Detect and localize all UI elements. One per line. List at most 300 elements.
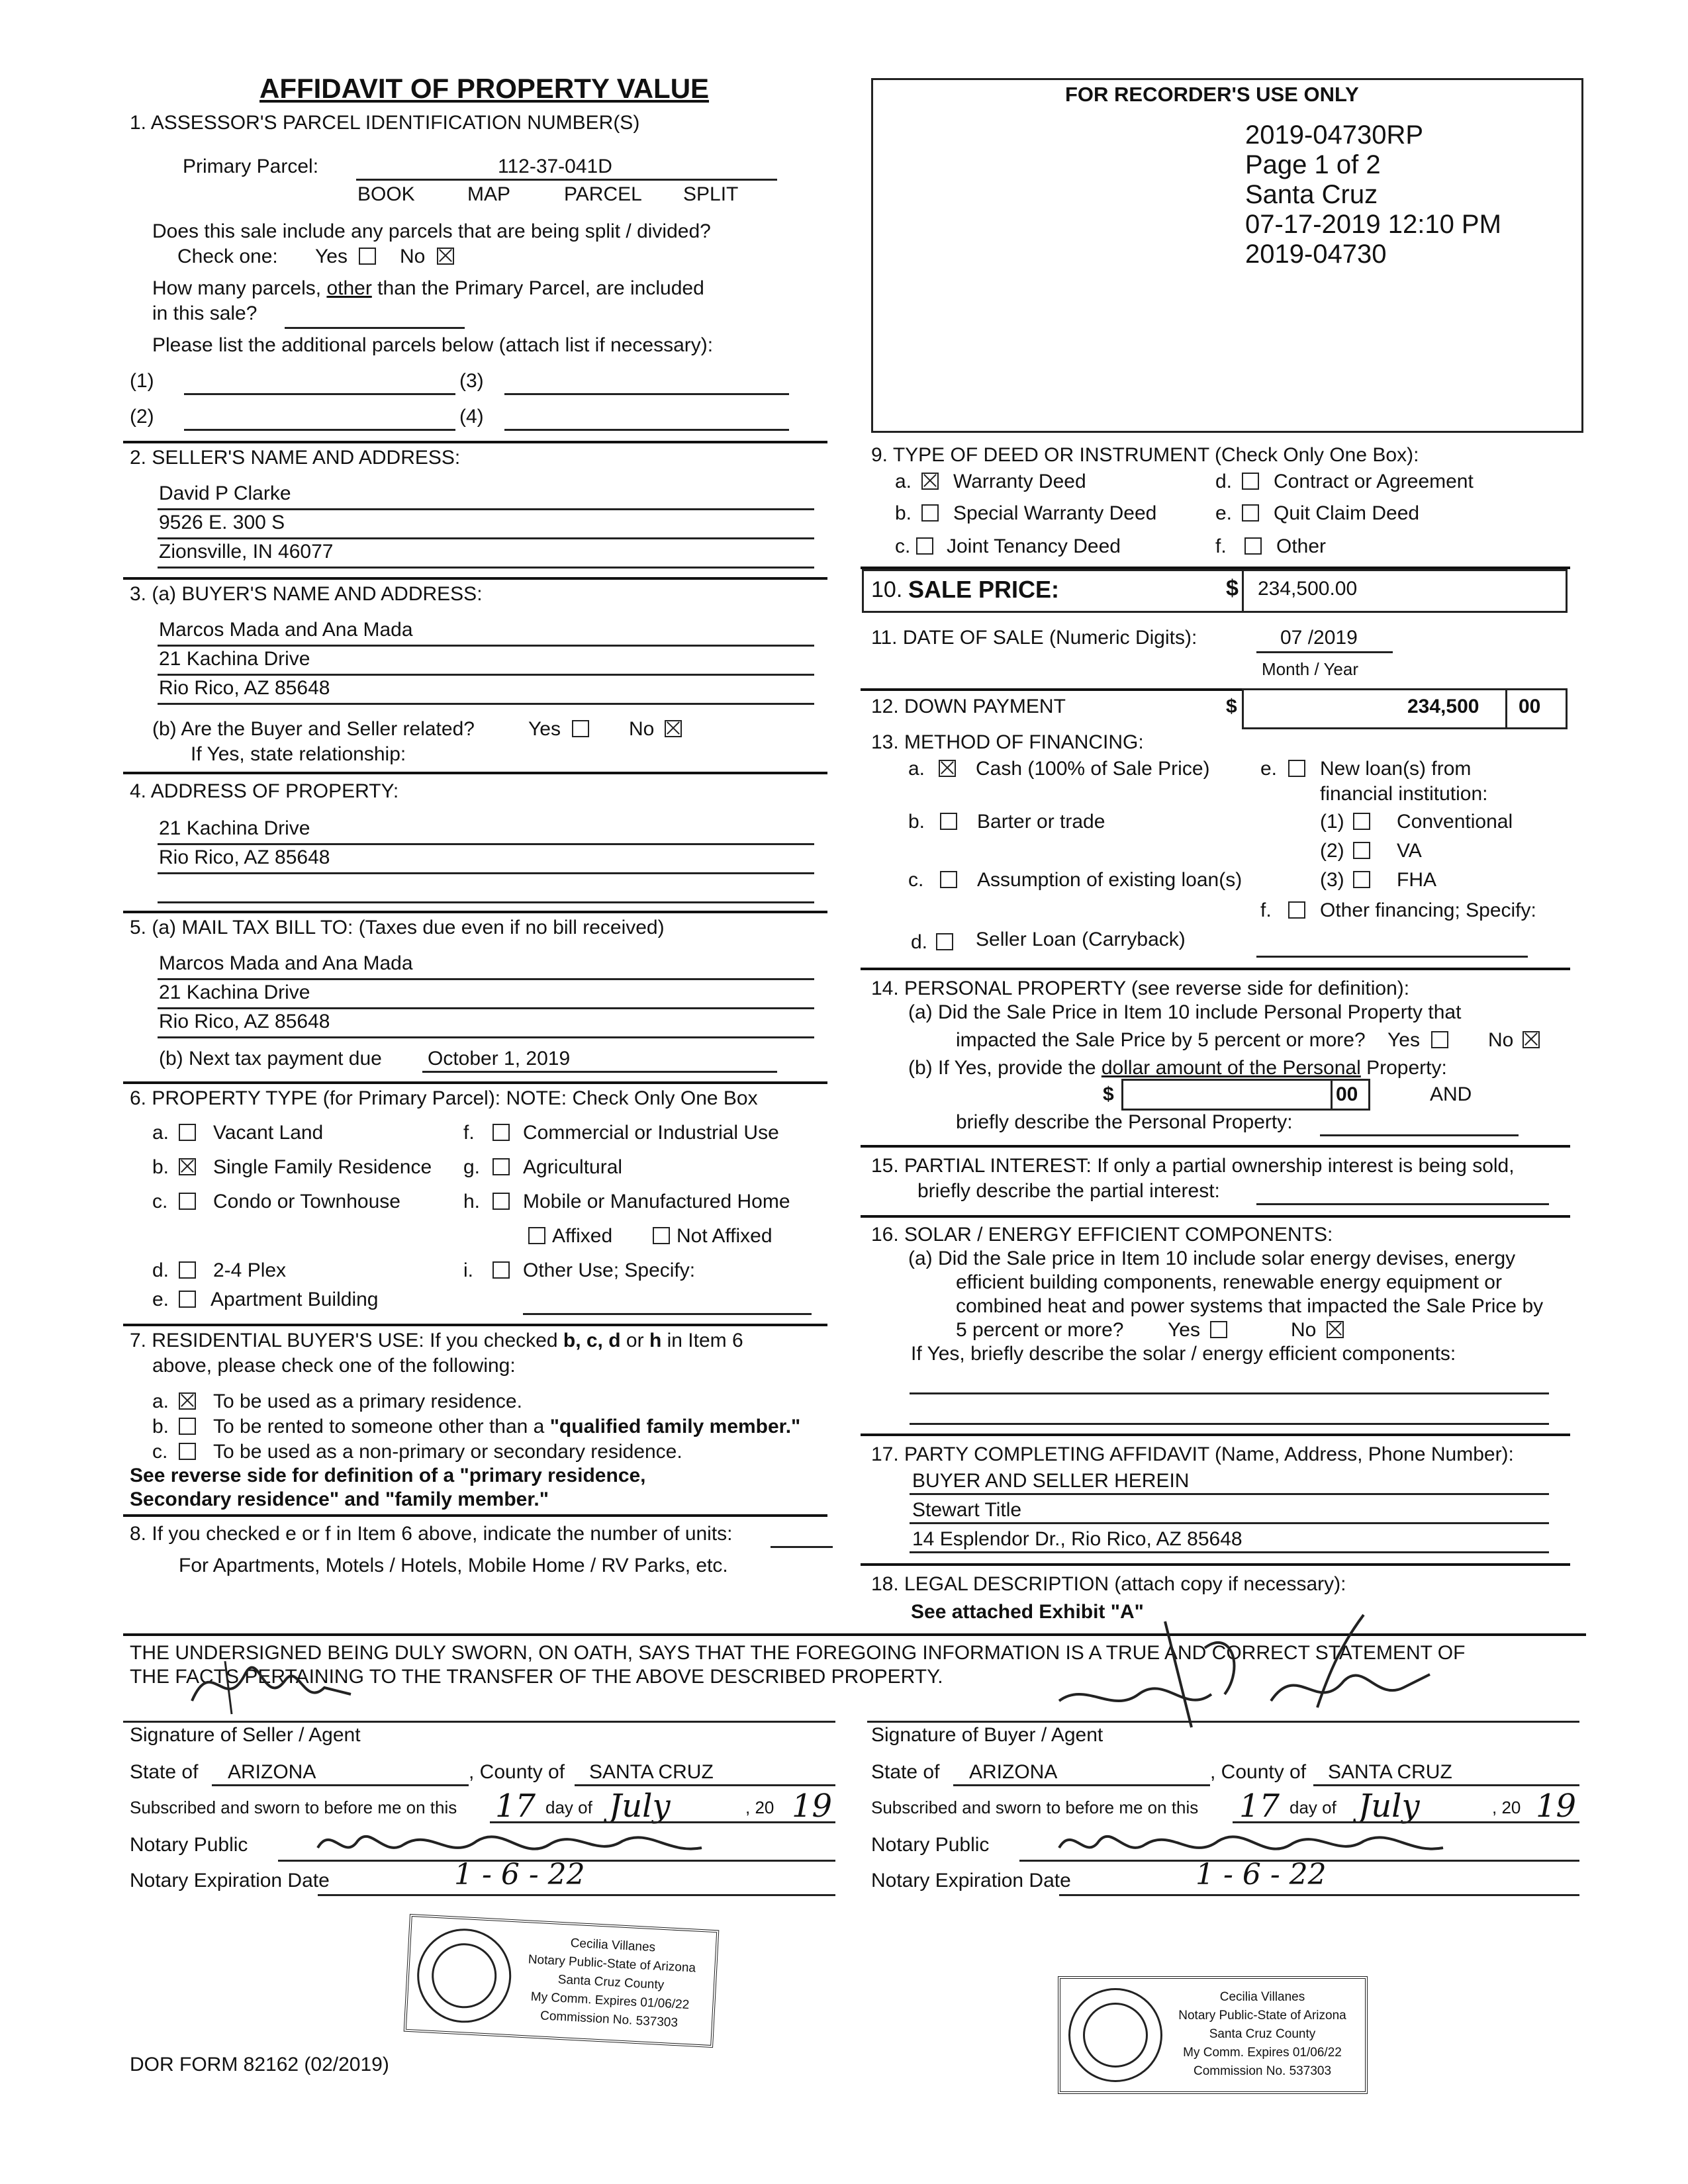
s14-b1-a: (b) If Yes, provide the (908, 1057, 1096, 1079)
s7-heading (130, 1330, 743, 1351)
divider (123, 1081, 827, 1084)
pt-c-label: Condo or Townhouse (213, 1191, 400, 1212)
field-line (1313, 1784, 1579, 1786)
fin-d-label: Seller Loan (Carryback) (976, 929, 1186, 950)
parcel-col-parcel: PARCEL (564, 183, 642, 205)
s2-heading: 2. SELLER'S NAME AND ADDRESS: (130, 447, 461, 469)
sale-price-dollar: $ (1226, 576, 1239, 601)
buyer-exp-label: Notary Expiration Date (871, 1870, 1071, 1891)
field-line (1256, 651, 1393, 653)
seller-county[interactable]: SANTA CRUZ (589, 1761, 714, 1783)
seller-signature-line[interactable] (123, 1721, 835, 1723)
s7-note-1: See reverse side for definition of a "primary residence, (130, 1465, 646, 1486)
field-line (575, 1784, 835, 1786)
seller-notary-label: Notary Public (130, 1834, 248, 1856)
pt-e-label: Apartment Building (211, 1289, 379, 1310)
field-line (158, 508, 814, 510)
divider (861, 968, 1570, 970)
fin-d-checkbox[interactable] (936, 933, 953, 950)
divider (861, 1215, 1570, 1218)
fin-f-checkbox[interactable] (1288, 901, 1305, 919)
pt-a: a. (152, 1122, 169, 1144)
buyer-signature-scribble (1033, 1602, 1443, 1734)
fin-e-checkbox[interactable] (1288, 760, 1305, 777)
field-line (158, 901, 814, 903)
taxbill-name[interactable]: Marcos Mada and Ana Mada (159, 952, 413, 974)
deed-d: d. (1215, 471, 1233, 492)
field-line (422, 1071, 777, 1073)
use-b-checkbox[interactable] (179, 1418, 196, 1435)
parcel-col-map: MAP (467, 183, 511, 205)
pp-and: AND (1430, 1083, 1472, 1105)
fin-f-label: Other financing; Specify: (1320, 899, 1536, 921)
pt-e: e. (152, 1289, 169, 1310)
pt-h-label: Mobile or Manufactured Home (523, 1191, 790, 1212)
pt-h: h. (463, 1191, 481, 1212)
s16-l3: combined heat and power systems that impacted the Sale Price by (956, 1295, 1544, 1317)
s3-heading: 3. (a) BUYER'S NAME AND ADDRESS: (130, 583, 483, 605)
list-label: Please list the additional parcels below (attach list if necessary): (152, 334, 714, 356)
sale-price-value[interactable]: 234,500.00 (1258, 578, 1358, 600)
parcel-n4: (4) (459, 406, 484, 428)
seller-signature-scribble (185, 1648, 357, 1721)
property-address-1[interactable]: 21 Kachina Drive (159, 817, 310, 839)
form-id: DOR FORM 82162 (02/2019) (130, 2054, 389, 2075)
primary-parcel-line (356, 179, 777, 181)
notary-seal-right (1058, 1976, 1368, 2094)
buyer-address-1[interactable]: 21 Kachina Drive (159, 648, 310, 670)
seal-line: Notary Public-State of Arizona (1178, 2009, 1346, 2023)
field-line (158, 703, 814, 705)
buyer-day-of: day of (1289, 1797, 1336, 1817)
deed-d-label: Contract or Agreement (1274, 471, 1474, 492)
parcel-4-field[interactable] (504, 429, 789, 431)
use-c-label: To be used as a non-primary or secondary residence. (213, 1441, 682, 1463)
buyer-exp[interactable]: 1 - 6 - 22 (1196, 1858, 1327, 1891)
seller-subscribed-label: Subscribed and sworn to before me on this (130, 1797, 457, 1817)
s13-heading: 13. METHOD OF FINANCING: (871, 731, 1144, 753)
s17-heading: 17. PARTY COMPLETING AFFIDAVIT (Name, Address, Phone Number): (871, 1443, 1514, 1465)
fin-e-label: New loan(s) from (1320, 758, 1472, 780)
use-a: a. (152, 1390, 169, 1412)
split-question: Does this sale include any parcels that are being split / divided? (152, 220, 711, 242)
pp-yes-checkbox[interactable] (1431, 1031, 1448, 1048)
field-line (212, 1784, 469, 1786)
fin-e3-label: FHA (1397, 869, 1436, 891)
related-no-label: No (629, 718, 655, 740)
field-line (158, 645, 814, 647)
deed-c-checkbox[interactable] (916, 537, 933, 555)
recorder-line: Page 1 of 2 (1245, 150, 1381, 179)
deed-b-checkbox[interactable] (921, 504, 939, 522)
divider (861, 1145, 1570, 1148)
seal-line: Santa Cruz County (557, 1972, 665, 1993)
buyer-day[interactable]: 17 (1239, 1788, 1280, 1825)
seal-line: Commission No. 537303 (1193, 2064, 1332, 2078)
field-line (158, 1036, 814, 1038)
s7-note-2: Secondary residence" and "family member." (130, 1488, 549, 1510)
pt-f-checkbox[interactable] (492, 1124, 510, 1141)
seller-exp-label: Notary Expiration Date (130, 1870, 330, 1891)
next-tax-label: (b) Next tax payment due (159, 1048, 382, 1069)
pt-i-checkbox[interactable] (492, 1261, 510, 1279)
divider (861, 1433, 1570, 1436)
howmany-other: other (326, 277, 372, 299)
divider (123, 1514, 827, 1517)
fin-a-checkbox[interactable] (939, 760, 956, 777)
field-line (953, 1784, 1210, 1786)
buyer-signature-line[interactable] (867, 1721, 1579, 1723)
fin-b-checkbox[interactable] (940, 813, 957, 830)
field-line (158, 978, 814, 980)
fin-e2: (2) (1320, 840, 1344, 862)
seller-address-1[interactable]: 9526 E. 300 S (159, 512, 285, 533)
pp-no-label: No (1488, 1029, 1514, 1051)
related-question: (b) Are the Buyer and Seller related? (152, 718, 475, 740)
pt-d-checkbox[interactable] (179, 1261, 196, 1279)
pp-amount-box[interactable] (1121, 1079, 1370, 1111)
use-b-label: To be rented to someone other than a (213, 1416, 545, 1437)
s14-b1-b: Property: (1366, 1057, 1447, 1079)
partial-interest-field[interactable] (1256, 1203, 1549, 1205)
divider (123, 441, 827, 443)
oath-line-1: THE UNDERSIGNED BEING DULY SWORN, ON OATH, SAYS THAT THE FOREGOING INFORMATION IS A TRUE AND CORRECT STATEMENT OF (130, 1642, 1466, 1664)
fin-e-label-2: financial institution: (1320, 783, 1488, 805)
down-payment-sep (1505, 688, 1507, 729)
seller-county-label: , County of (469, 1761, 565, 1783)
divider (123, 772, 827, 774)
other-financing-field[interactable] (1256, 956, 1528, 958)
related-if: If Yes, state relationship: (191, 743, 406, 765)
pt-f: f. (463, 1122, 475, 1144)
s8-line-2: For Apartments, Motels / Hotels, Mobile Home / RV Parks, etc. (179, 1555, 728, 1576)
buyer-county[interactable]: SANTA CRUZ (1328, 1761, 1452, 1783)
s18-heading: 18. LEGAL DESCRIPTION (attach copy if necessary): (871, 1573, 1346, 1595)
seal-line: Commission No. 537303 (539, 2009, 679, 2030)
pt-g: g. (463, 1156, 481, 1178)
seller-year[interactable]: 19 (792, 1788, 833, 1825)
not-affixed-checkbox[interactable] (653, 1227, 670, 1244)
pp-cents[interactable]: 00 (1336, 1083, 1358, 1105)
fin-e3: (3) (1320, 869, 1344, 891)
fin-e2-checkbox[interactable] (1353, 842, 1370, 859)
form-title: AFFIDAVIT OF PROPERTY VALUE (259, 73, 710, 104)
pt-e-checkbox[interactable] (179, 1291, 196, 1308)
down-payment-cents[interactable]: 00 (1519, 696, 1541, 717)
buyer-year[interactable]: 19 (1536, 1788, 1577, 1825)
s16-l1: (a) Did the Sale price in Item 10 include solar energy devises, energy (908, 1248, 1516, 1269)
seal-line: Cecilia Villanes (1219, 1990, 1305, 2004)
field-line (910, 1551, 1549, 1553)
seller-state-label: State of (130, 1761, 199, 1783)
recorder-line: 2019-04730RP (1245, 120, 1424, 150)
down-payment-value[interactable]: 234,500 (1407, 696, 1479, 717)
other-use-field[interactable] (523, 1313, 812, 1315)
related-yes-label: Yes (528, 718, 561, 740)
deed-e-label: Quit Claim Deed (1274, 502, 1420, 524)
related-yes-checkbox[interactable] (572, 720, 589, 737)
sale-price-number: 10. (871, 577, 903, 602)
buyer-yr-prefix: , 20 (1492, 1797, 1521, 1817)
divider (123, 911, 827, 913)
state-seal-inner-icon (1083, 2003, 1148, 2068)
buyer-county-label: , County of (1210, 1761, 1307, 1783)
fin-e: e. (1260, 758, 1278, 780)
fin-a-label: Cash (100% of Sale Price) (976, 758, 1210, 780)
pt-i: i. (463, 1259, 473, 1281)
s7-heading-or: or (626, 1330, 644, 1351)
primary-parcel-value[interactable]: 112-37-041D (498, 156, 612, 177)
affixed-checkbox[interactable] (528, 1227, 545, 1244)
s14-heading: 14. PERSONAL PROPERTY (see reverse side for definition): (871, 978, 1410, 999)
pp-dollar: $ (1103, 1083, 1114, 1105)
parcel-n3: (3) (459, 370, 484, 392)
pp-amount-sep (1331, 1079, 1333, 1111)
fin-f: f. (1260, 899, 1272, 921)
use-b-text (213, 1416, 800, 1437)
seal-line: Santa Cruz County (1209, 2027, 1316, 2041)
pt-d-label: 2-4 Plex (213, 1259, 287, 1281)
fin-b: b. (908, 811, 925, 833)
notary-seal-left (404, 1914, 720, 2048)
pt-g-label: Agricultural (523, 1156, 623, 1178)
use-a-label: To be used as a primary residence. (213, 1390, 522, 1412)
seller-yr-prefix: , 20 (745, 1797, 774, 1817)
s14-b1 (908, 1058, 1447, 1079)
seller-day-of: day of (545, 1797, 592, 1817)
taxbill-address-1[interactable]: 21 Kachina Drive (159, 981, 310, 1003)
taxbill-address-2[interactable]: Rio Rico, AZ 85648 (159, 1011, 330, 1032)
s7-heading-bcd: b, c, d (563, 1330, 621, 1351)
field-line (910, 1522, 1549, 1524)
parcel-2-field[interactable] (184, 429, 455, 431)
deed-d-checkbox[interactable] (1242, 473, 1259, 490)
buyer-subscribed-label: Subscribed and sworn to before me on this (871, 1797, 1199, 1817)
field-line (158, 537, 814, 539)
field-line (158, 1007, 814, 1009)
deed-b-label: Special Warranty Deed (953, 502, 1157, 524)
field-line (158, 674, 814, 676)
date-of-sale-value[interactable]: 07 /2019 (1280, 627, 1358, 649)
divider (861, 1563, 1570, 1566)
check-one-label: Check one: (177, 246, 278, 267)
s16-l4: 5 percent or more? (956, 1319, 1124, 1341)
pt-h-checkbox[interactable] (492, 1193, 510, 1210)
field-line (318, 1894, 835, 1896)
pt-i-label: Other Use; Specify: (523, 1259, 696, 1281)
seller-day[interactable]: 17 (495, 1788, 536, 1825)
s14-b1-u: dollar amount of the Personal (1101, 1057, 1361, 1079)
solar-yes-label: Yes (1168, 1319, 1200, 1341)
field-line (158, 567, 814, 569)
parcel-col-book: BOOK (357, 183, 415, 205)
fin-e1-label: Conventional (1397, 811, 1513, 833)
s16-l5: If Yes, briefly describe the solar / energy efficient components: (911, 1343, 1456, 1365)
solar-no-label: No (1291, 1319, 1317, 1341)
fin-e1-checkbox[interactable] (1353, 813, 1370, 830)
pp-yes-label: Yes (1387, 1029, 1420, 1051)
fin-c: c. (908, 869, 924, 891)
seller-exp[interactable]: 1 - 6 - 22 (454, 1858, 585, 1891)
s9-heading: 9. TYPE OF DEED OR INSTRUMENT (Check Only One Box): (871, 444, 1419, 466)
oath-line-2: THE FACTS PERTAINING TO THE TRANSFER OF THE ABOVE DESCRIBED PROPERTY. (130, 1666, 943, 1688)
not-affixed-label: Not Affixed (677, 1225, 773, 1247)
s16-heading: 16. SOLAR / ENERGY EFFICIENT COMPONENTS: (871, 1224, 1333, 1246)
date-of-sale-label: 11. DATE OF SALE (Numeric Digits): (871, 627, 1197, 649)
s15-line-2: briefly describe the partial interest: (917, 1180, 1220, 1202)
howmany-field[interactable] (285, 327, 465, 329)
parcel-n1: (1) (130, 370, 154, 392)
deed-f-label: Other (1276, 535, 1327, 557)
fin-c-label: Assumption of existing loan(s) (977, 869, 1243, 891)
buyer-address-2[interactable]: Rio Rico, AZ 85648 (159, 677, 330, 699)
deed-a: a. (895, 471, 912, 492)
s16-l2: efficient building components, renewable energy equipment or (956, 1271, 1502, 1293)
deed-b: b. (895, 502, 912, 524)
split-yes-label: Yes (315, 246, 348, 267)
seller-state[interactable]: ARIZONA (228, 1761, 316, 1783)
seller-address-2[interactable]: Zionsville, IN 46077 (159, 541, 334, 563)
buyer-name[interactable]: Marcos Mada and Ana Mada (159, 619, 413, 641)
buyer-month[interactable]: July (1358, 1788, 1420, 1825)
units-field[interactable] (771, 1546, 833, 1548)
pt-d: d. (152, 1259, 169, 1281)
split-no-checkbox[interactable] (437, 248, 454, 265)
howmany-text (152, 278, 704, 299)
down-payment-label: 12. DOWN PAYMENT (871, 696, 1066, 717)
s14-b2: briefly describe the Personal Property: (956, 1111, 1293, 1133)
solar-field-1[interactable] (910, 1392, 1549, 1394)
pp-no-checkbox[interactable] (1523, 1031, 1540, 1048)
pt-b-label: Single Family Residence (213, 1156, 432, 1178)
fin-e3-checkbox[interactable] (1353, 871, 1370, 888)
deed-e-checkbox[interactable] (1242, 504, 1259, 522)
divider (123, 577, 827, 580)
fin-c-checkbox[interactable] (940, 871, 957, 888)
deed-c-label: Joint Tenancy Deed (947, 535, 1121, 557)
party-line-1[interactable]: BUYER AND SELLER HEREIN (912, 1470, 1190, 1492)
pt-a-checkbox[interactable] (179, 1124, 196, 1141)
use-a-checkbox[interactable] (179, 1392, 196, 1410)
buyer-state-label: State of (871, 1761, 940, 1783)
seal-line: Notary Public-State of Arizona (528, 1952, 696, 1976)
howmany-c: in this sale? (152, 302, 258, 324)
use-c: c. (152, 1441, 168, 1463)
s5-heading: 5. (a) MAIL TAX BILL TO: (Taxes due even if no bill received) (130, 917, 665, 938)
deed-a-label: Warranty Deed (953, 471, 1086, 492)
field-line (910, 1493, 1549, 1495)
split-no-label: No (400, 246, 426, 267)
seal-line: Cecilia Villanes (570, 1936, 656, 1955)
divider (861, 688, 1242, 691)
s7-heading-b: in Item 6 (667, 1330, 743, 1351)
pt-b: b. (152, 1156, 169, 1178)
party-line-2[interactable]: Stewart Title (912, 1499, 1022, 1521)
recorder-line: 07-17-2019 12:10 PM (1245, 210, 1501, 239)
deed-e: e. (1215, 502, 1233, 524)
fin-e1: (1) (1320, 811, 1344, 833)
s7-heading-h: h (649, 1330, 662, 1351)
howmany-a: How many parcels, (152, 277, 322, 299)
use-b-bold: "qualified family member." (549, 1416, 801, 1437)
legal-description[interactable]: See attached Exhibit "A" (911, 1601, 1144, 1623)
fin-d: d. (911, 931, 928, 953)
pp-description-field[interactable] (1320, 1134, 1519, 1136)
fin-e2-label: VA (1397, 840, 1422, 862)
parcel-col-split: SPLIT (683, 183, 739, 205)
use-b: b. (152, 1416, 169, 1437)
recorder-header: FOR RECORDER'S USE ONLY (1065, 83, 1359, 106)
recorder-box (871, 78, 1583, 433)
date-of-sale-sub: Month / Year (1262, 659, 1358, 679)
solar-yes-checkbox[interactable] (1210, 1321, 1227, 1338)
s7-heading-c: above, please check one of the following: (152, 1355, 516, 1377)
pt-a-label: Vacant Land (213, 1122, 324, 1144)
deed-a-checkbox[interactable] (921, 473, 939, 490)
s15-line-1: 15. PARTIAL INTEREST: If only a partial ownership interest is being sold, (871, 1155, 1515, 1177)
party-line-3[interactable]: 14 Esplendor Dr., Rio Rico, AZ 85648 (912, 1528, 1243, 1550)
pt-c: c. (152, 1191, 168, 1212)
parcel-1-field[interactable] (184, 393, 455, 395)
next-tax-value[interactable]: October 1, 2019 (428, 1048, 571, 1069)
deed-f-checkbox[interactable] (1244, 537, 1262, 555)
seller-name[interactable]: David P Clarke (159, 482, 291, 504)
seal-line: My Comm. Expires 01/06/22 (1183, 2046, 1342, 2060)
split-yes-checkbox[interactable] (359, 248, 376, 265)
fin-a: a. (908, 758, 925, 780)
sale-price-sep (1242, 569, 1244, 613)
pt-b-checkbox[interactable] (179, 1158, 196, 1175)
buyer-state[interactable]: ARIZONA (969, 1761, 1058, 1783)
s14-a2: impacted the Sale Price by 5 percent or more? (956, 1029, 1366, 1051)
recorder-line: 2019-04730 (1245, 240, 1387, 269)
fin-b-label: Barter or trade (977, 811, 1105, 833)
buyer-notary-label: Notary Public (871, 1834, 990, 1856)
s6-heading: 6. PROPERTY TYPE (for Primary Parcel): NOTE: Check Only One Box (130, 1087, 758, 1109)
s14-a1: (a) Did the Sale Price in Item 10 include Personal Property that (908, 1001, 1462, 1023)
sale-price-label: SALE PRICE: (908, 576, 1060, 603)
parcel-n2: (2) (130, 406, 154, 428)
deed-f: f. (1215, 535, 1227, 557)
related-no-checkbox[interactable] (665, 720, 682, 737)
parcel-3-field[interactable] (504, 393, 789, 395)
down-payment-dollar: $ (1226, 696, 1237, 717)
seller-month[interactable]: July (609, 1788, 671, 1825)
solar-field-2[interactable] (910, 1423, 1549, 1425)
recorder-line: Santa Cruz (1245, 180, 1378, 209)
s7-heading-a: 7. RESIDENTIAL BUYER'S USE: If you checked (130, 1330, 558, 1351)
deed-c: c. (895, 535, 911, 557)
field-line (158, 843, 814, 845)
property-address-2[interactable]: Rio Rico, AZ 85648 (159, 846, 330, 868)
solar-no-checkbox[interactable] (1327, 1321, 1344, 1338)
use-c-checkbox[interactable] (179, 1443, 196, 1460)
pt-g-checkbox[interactable] (492, 1158, 510, 1175)
pt-f-label: Commercial or Industrial Use (523, 1122, 779, 1144)
primary-parcel-label: Primary Parcel: (183, 156, 319, 177)
divider (123, 1324, 827, 1326)
s4-heading: 4. ADDRESS OF PROPERTY: (130, 780, 399, 802)
field-line (158, 872, 814, 874)
pt-c-checkbox[interactable] (179, 1193, 196, 1210)
s8-line-1: 8. If you checked e or f in Item 6 above, indicate the number of units: (130, 1523, 733, 1545)
howmany-b: than the Primary Parcel, are included (377, 277, 704, 299)
seller-signature-label: Signature of Seller / Agent (130, 1724, 361, 1746)
buyer-signature-label: Signature of Buyer / Agent (871, 1724, 1103, 1746)
field-line (1059, 1894, 1579, 1896)
affixed-label: Affixed (552, 1225, 613, 1247)
s1-heading: 1. ASSESSOR'S PARCEL IDENTIFICATION NUMBER(S) (130, 112, 640, 134)
